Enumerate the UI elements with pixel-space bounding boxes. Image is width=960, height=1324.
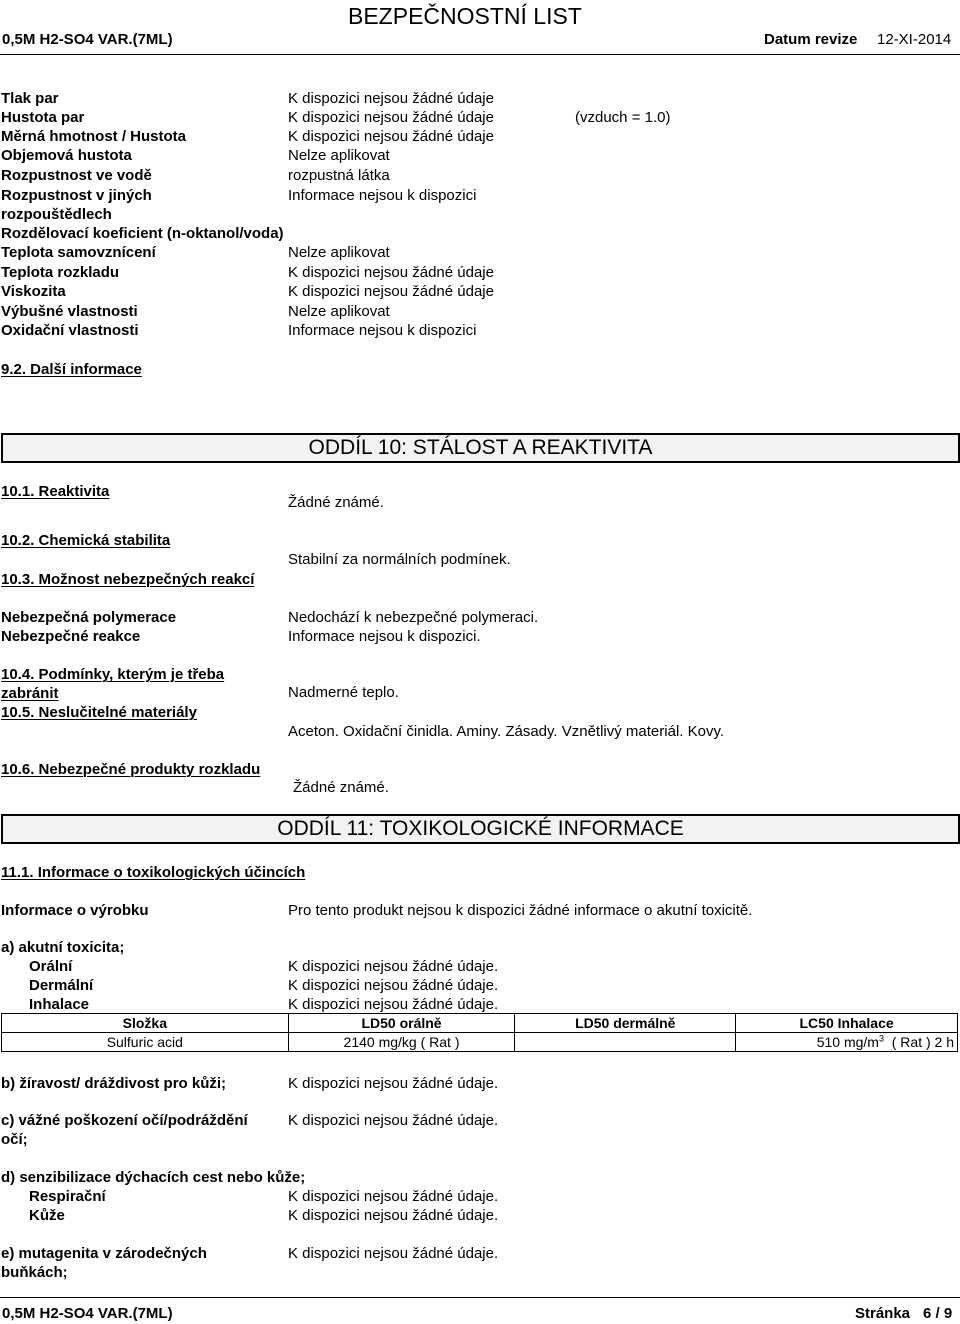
header-revision-label: Datum revize: [764, 31, 858, 48]
property-value: K dispozici nejsou žádné údaje: [288, 109, 494, 126]
property-value: rozpustná látka: [288, 167, 390, 184]
footer-divider: [0, 1297, 960, 1298]
table-row: [2, 1033, 958, 1052]
column-header-component: Složka: [2, 1014, 289, 1033]
property-label: Oxidační vlastnosti: [1, 322, 139, 339]
subsection-10-4-heading: 10.4. Podmínky, kterým je třeba: [1, 666, 225, 683]
subsection-9-2-heading: 9.2. Další informace: [1, 361, 142, 378]
oral-label: Orální: [29, 958, 73, 975]
dermal-value: K dispozici nejsou žádné údaje.: [288, 977, 499, 994]
subsection-10-5-heading: 10.5. Neslučitelné materiály: [1, 704, 197, 721]
header-divider: [0, 54, 960, 55]
subsection-10-1-heading: 10.1. Reaktivita: [1, 483, 110, 500]
property-label: Teplota samovznícení: [1, 244, 156, 261]
skin-label: Kůže: [29, 1207, 65, 1224]
footer-page-label: Stránka: [855, 1305, 911, 1322]
respiratory-label: Respirační: [29, 1188, 106, 1205]
column-header-ld50-dermal: LD50 dermálně: [515, 1014, 736, 1033]
property-label: rozpouštědlech: [1, 206, 112, 223]
subsection-10-6-heading: 10.6. Nebezpečné produkty rozkladu: [1, 761, 261, 778]
skin-corrosion-value: K dispozici nejsou žádné údaje.: [288, 1075, 499, 1092]
document-title: BEZPEČNOSTNÍ LIST: [348, 3, 582, 29]
property-value: K dispozici nejsou žádné údaje: [288, 128, 494, 145]
lc50-value: 510 mg/m: [816, 1034, 879, 1050]
reactivity-value: Žádné známé.: [288, 494, 384, 511]
oral-value: K dispozici nejsou žádné údaje.: [288, 958, 499, 975]
eye-damage-label: c) vážné poškození očí/podráždění: [1, 1112, 248, 1129]
hazardous-reactions-label: Nebezpečné reakce: [1, 628, 141, 645]
mutagenicity-value: K dispozici nejsou žádné údaje.: [288, 1245, 499, 1262]
cell-lc50-inhalation: [736, 1033, 958, 1052]
footer-page-number: 6 / 9: [923, 1305, 953, 1322]
mutagenicity-label: e) mutagenita v zárodečných: [1, 1245, 207, 1262]
decomposition-products-value: Žádné známé.: [293, 779, 389, 796]
subsection-10-2-heading: 10.2. Chemická stabilita: [1, 532, 171, 549]
hazardous-reactions-value: Informace nejsou k dispozici.: [288, 628, 481, 645]
property-label: Rozdělovací koeficient (n-oktanol/voda): [1, 225, 284, 242]
conditions-to-avoid-value: Nadmerné teplo.: [288, 684, 399, 701]
property-value: Nelze aplikovat: [288, 303, 390, 320]
property-label: Hustota par: [1, 109, 85, 126]
respiratory-value: K dispozici nejsou žádné údaje.: [288, 1188, 499, 1205]
mutagenicity-label-cont: buňkách;: [1, 1264, 68, 1281]
inhalation-value: K dispozici nejsou žádné údaje.: [288, 996, 499, 1013]
section-10-heading: ODDÍL 10: STÁLOST A REAKTIVITA: [1, 433, 960, 463]
subsection-10-4-heading-cont: zabránit: [1, 685, 59, 702]
footer-product-name: 0,5M H2-SO4 VAR.(7ML): [2, 1305, 173, 1322]
subsection-11-1-heading: 11.1. Informace o toxikologických účincích: [1, 864, 306, 881]
skin-value: K dispozici nejsou žádné údaje.: [288, 1207, 499, 1224]
property-label: Výbušné vlastnosti: [1, 303, 138, 320]
property-label: Měrná hmotnost / Hustota: [1, 128, 187, 145]
header-revision-date: 12-XI-2014: [877, 31, 952, 48]
eye-damage-label-cont: očí;: [1, 1131, 28, 1148]
lc50-unit-superscript: 3: [878, 1033, 884, 1044]
property-label: Teplota rozkladu: [1, 264, 120, 281]
property-label: Viskozita: [1, 283, 66, 300]
lc50-conditions: ( Rat ) 2 h: [883, 1034, 954, 1050]
product-info-value: Pro tento produkt nejsou k dispozici žádné informace o akutní toxicitě.: [288, 902, 753, 919]
incompatible-materials-value: Aceton. Oxidační činidla. Aminy. Zásady. Vznětlivý materiál. Kovy.: [288, 723, 725, 740]
property-note: (vzduch = 1.0): [575, 109, 671, 126]
property-label: Tlak par: [1, 90, 59, 107]
property-value: K dispozici nejsou žádné údaje: [288, 283, 494, 300]
column-header-lc50-inhalation: LC50 Inhalace: [736, 1014, 958, 1033]
polymerization-label: Nebezpečná polymerace: [1, 609, 177, 626]
section-11-heading: ODDÍL 11: TOXIKOLOGICKÉ INFORMACE: [1, 814, 960, 844]
sensitization-label: d) senzibilizace dýchacích cest nebo kůže;: [1, 1169, 306, 1186]
property-value: K dispozici nejsou žádné údaje: [288, 264, 494, 281]
stability-value: Stabilní za normálních podmínek.: [288, 551, 511, 568]
header-product-name: 0,5M H2-SO4 VAR.(7ML): [2, 31, 173, 48]
cell-component: Sulfuric acid: [2, 1033, 289, 1052]
cell-ld50-dermal: [515, 1033, 736, 1052]
property-label: Objemová hustota: [1, 147, 132, 164]
eye-damage-value: K dispozici nejsou žádné údaje.: [288, 1112, 499, 1129]
property-value: Informace nejsou k dispozici: [288, 322, 477, 339]
property-value: Informace nejsou k dispozici: [288, 187, 477, 204]
property-value: K dispozici nejsou žádné údaje: [288, 90, 494, 107]
skin-corrosion-label: b) žíravost/ dráždivost pro kůži;: [1, 1075, 227, 1092]
acute-toxicity-label: a) akutní toxicita;: [1, 939, 125, 956]
polymerization-value: Nedochází k nebezpečné polymeraci.: [288, 609, 539, 626]
toxicity-table: [1, 1013, 958, 1052]
property-label: Rozpustnost v jiných: [1, 187, 152, 204]
column-header-ld50-oral: LD50 orálně: [288, 1014, 515, 1033]
product-info-label: Informace o výrobku: [1, 902, 149, 919]
dermal-label: Dermální: [29, 977, 94, 994]
inhalation-label: Inhalace: [29, 996, 90, 1013]
property-label: Rozpustnost ve vodě: [1, 167, 152, 184]
subsection-10-3-heading: 10.3. Možnost nebezpečných reakcí: [1, 571, 255, 588]
table-header-row: [2, 1014, 958, 1033]
cell-ld50-oral: 2140 mg/kg ( Rat ): [288, 1033, 515, 1052]
property-value: Nelze aplikovat: [288, 147, 390, 164]
property-value: Nelze aplikovat: [288, 244, 390, 261]
